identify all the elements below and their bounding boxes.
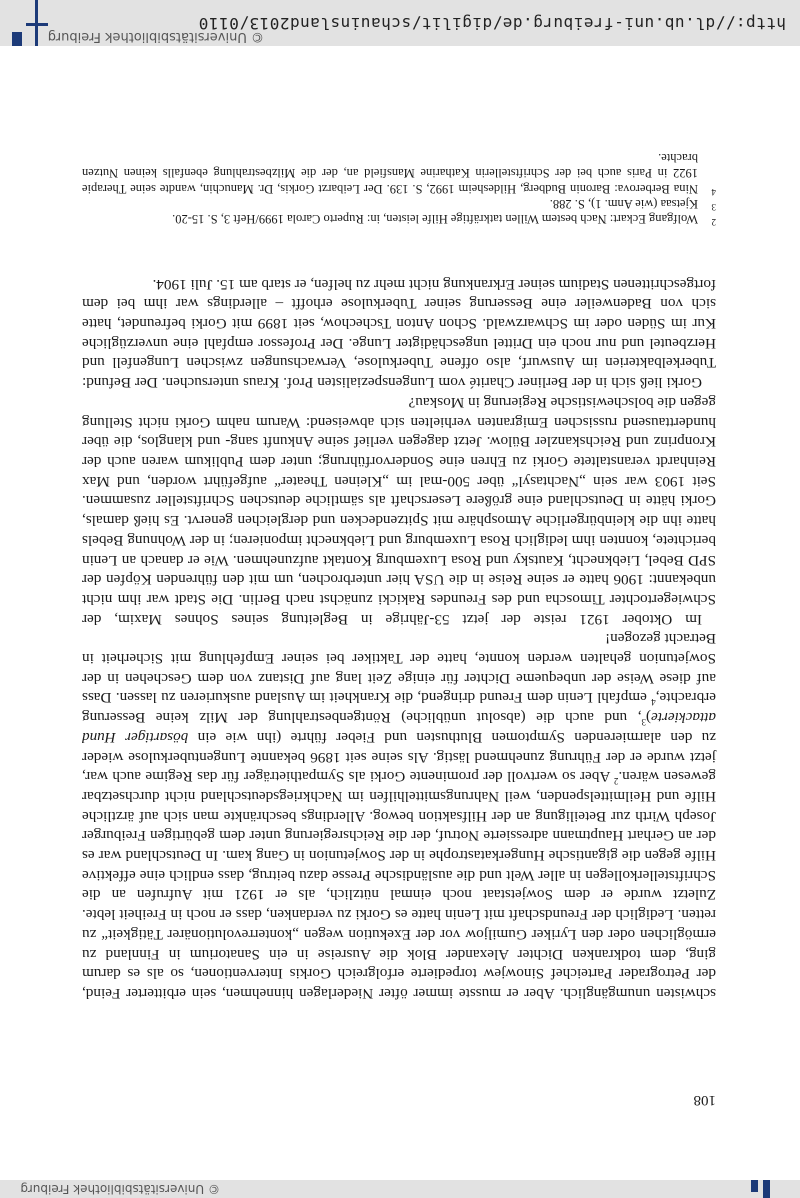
paragraph [82, 392, 716, 628]
text-run: Gorki ließ sich in der Berliner Charité vom Lungenspezialisten Prof. Kraus untersuchen. Der Befund: Tuberkelbakterien im Auswurf, also offene Tuberkulose, Verwachsungen zwischen Lungenfell und Herzbeutel und nur noch ein Drittel ungeschädigter Lunge. Der Professor empfahl eine unverzügliche Kur im Süden oder im Schwarzwald. Schon Anton Tschechow, seit 1899 mit Gorki befreundet, hatte sich von Badenweiler eine Besserung seiner Tuberkulose erhofft – allerdings war ihm bei dem fortgeschrittenen Stadium seiner Erkrankung nicht mehr zu helfen, er starb am 15. Juli 1904. [82, 275, 716, 392]
header-library-credit: © Universitätsbibliothek Freiburg [20, 1182, 220, 1196]
page-number: 108 [693, 1092, 716, 1108]
logo-icon [751, 1180, 758, 1192]
footnote-text: Wolfgang Eckart: Nach bestem Willen tatkräftige Hilfe leisten, in: Ruperto Carola 1999/Heft 3, S. 15-20. [172, 212, 698, 226]
text-run: schwisten unumgänglich. Aber er musste immer öfter Niederlagen hinnehmen, sein erbitterter Feind, der Petrograder Parteichef Sinowjew torpedierte erfolgreich Gorkis Interventionen, so als es darum ging, dem todkranken Dichter Alexander Blok die Ausreise in ein Sanatorium in Finnland zu ermöglichen oder den Lyriker Gumiljow vor der Exekution wegen „konterrevolutionärer Tätigkeit“ zu retten. Lediglich der Freundschaft mit Lenin hatte es Gorki zu verdanken, dass er noch in Freiheit lebte. Zuletzt wurde er dem Sowjetstaat noch einmal nützlich, als er 1921 mit Aufrufen an die Schriftstellerkollegen in aller Welt und die ausländische Presse dazu beitrug, dass endlich eine effektive Hilfe gegen die gigantische Hungerkatastrophe in der Sowjetunion in Gang kam. In Deutschland war es der an Gerhart Hauptmann adressierte Notruf, der die Reichsregierung unter dem gebürtigen Freiburger Joseph Wirth zur Beteiligung an der Hilfsaktion bewog. Allerdings beschränkte man sich auf ärztliche Hilfe und Heilmittelspenden, weil Nahrungsmittelhilfen im Nachkriegsdeutschland nicht durchsetzbar gewesen wären. [82, 768, 716, 1002]
footnote-number: 3 [711, 201, 716, 212]
footer-bar [0, 0, 800, 46]
footnote-reference: 3 [641, 717, 646, 728]
footnote [82, 211, 716, 226]
text-run: ) [645, 709, 652, 727]
text-run: Im Oktober 1921 reiste der jetzt 53-Jährige in Begleitung seines Sohnes Maxim, der Schwiegertochter Timoscha und des Freundes Rakicki zunächst nach Berlin. Die Stadt war ihm nicht unbekannt: 1906 hatte er seine Reise in die USA hier unterbrochen, um mit den führenden Köpfen der SPD Bebel, Liebknecht, Kautsky und Rosa Luxemburg Kontakt aufzunehmen. Wie er danach an Lenin berichtete, konnten ihm lediglich Rosa Luxemburg und Liebknecht imponieren; in der Wohnung Bebels hatte ihn die kleinbürgerliche Atmosphäre mit Spitzendecken und dergleichen genervt. Es hieß damals, Gorki hätte in Deutschland eine größere Leserschaft als sämtliche deutschen Schriftsteller zusammen. Seit 1903 war sein „Nachtasyl“ über 500-mal im „Kleinen Theater“ aufgeführt worden, und Max Reinhardt veranstaltete Gorki zu Ehren eine Sondervorführung; unter dem Publikum waren auch der Kronprinz und Reichskanzler Bülow. Jetzt dagegen verlief seine Ankunft sang- und klanglos, die über hunderttausend russischen Emigranten verhielten sich abweisend: Warum nahm Gorki nicht Stellung gegen die bolschewistische Regierung in Moskau? [82, 393, 716, 628]
footnote-reference: 2 [613, 776, 619, 787]
footnote-number: 4 [711, 186, 716, 197]
header-bar [0, 1180, 800, 1198]
logo-icon [26, 23, 48, 26]
footer-url[interactable]: http://dl.ub.uni-freiburg.de/digilit/schauinsland2013/0110 [198, 14, 786, 33]
footer-library-credit: © Universitätsbibliothek Freiburg [47, 29, 264, 44]
logo-icon [12, 32, 22, 46]
footnote-text: Kjetsaa (wie Anm. 1), S. 288. [549, 196, 698, 211]
italic-text: bösartiger Hund attackierte [82, 709, 716, 746]
footnote-reference: 4 [651, 697, 656, 708]
logo-icon [763, 1180, 770, 1198]
footnote [82, 150, 716, 196]
footnote-number: 2 [711, 217, 716, 227]
footnote-text: Nina Berberova: Baronin Budberg, Hildesheim 1992, S. 139. Der Leibarzt Gorkis, Dr. Manuchin, wandte seine Therapie 1922 in Paris auch bei der Schriftstellerin Katharine Mansfield an, der die Milzbestrahlung ebenfalls keinen Nutzen brachte. [82, 151, 698, 196]
paragraph [82, 629, 716, 1003]
text-run: , und auch die (absolut unübliche) Röntgenbestrahlung der Milz keine Besserung erbrachte, [82, 689, 716, 727]
text-run: Aber so wertvoll der prominente Gorki als Sympathieträger für das Regime auch war, jetzt wurde er der Führung zunehmend lästig. Als seine seit 1896 bekannte Lungentuberkulose wieder zu den alarmierenden Symptomen Bluthusten und Fieber führte (ihn wie ein [82, 728, 716, 786]
text-run: empfahl Lenin dem Freund dringend, die Krankheit im Ausland auskurieren zu lassen. Dass auf diese Weise der unbequeme Dichter für einige Zeit lang auf Distanz von dem Geschehen in der Sowjetunion gehalten werden konnte, hatte der Taktiker bei seiner Empfehlung mit Sicherheit in Betracht gezogen! [82, 630, 716, 707]
footnotes [82, 150, 716, 226]
paragraph [82, 274, 716, 392]
footnote [82, 196, 716, 211]
body-text [82, 274, 716, 1003]
